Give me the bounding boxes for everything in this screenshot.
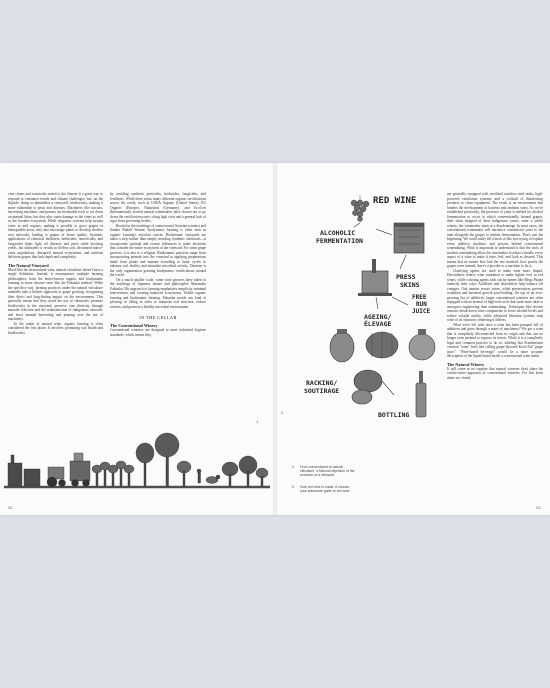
section-heading-natural-vineyard: The Natural Vineyard bbox=[8, 262, 49, 268]
paragraph: It will come as no surprise that natural wineries don't share the cookie-cutter approach of conventional wineries. For this book alone we visited bbox=[447, 366, 543, 380]
book-spread bbox=[0, 163, 550, 515]
step-skins: SKINS bbox=[400, 281, 420, 289]
left-page-column-1 bbox=[8, 192, 103, 428]
step-bottling: BOTTLING bbox=[378, 411, 410, 419]
left-page-column-2 bbox=[110, 192, 206, 428]
paragraph: Clarifying agents are used to make wine more limpid. Deoxidizers reduce wine saturation to make lighter rosé or red wines, while coloring agents with catchy names like Mega Purple intensify their color. Acidifiers and deacidifiers help balance off vintages. Oak tannins rescue wines, while preservatives prevent oxidation and bacterial growth post-bottling. On top of an ever-growing list of additives, larger conventional wineries are often equipped with an arsenal of high-tech tools that seem more akin to aerospace engineering than winemaking. Techniques like reverse osmosis break down wine components to lower alcohol levels and reduce volatile acidity, while advanced filtration systems strip wine of its character, rendering it lifeless. bbox=[447, 268, 543, 322]
caption-2 bbox=[292, 485, 362, 495]
page-number-left: 22 bbox=[8, 505, 13, 510]
fermentation-vat-icon bbox=[394, 223, 424, 253]
racking-barrels-icon bbox=[352, 370, 394, 404]
paragraph: Much like the term natural wine, natural viticulture doesn't have a single definition. Instead, it encompasses multiple farming philosophies, from the better-known organic and biodynamic farming to more obscure ones like the Fukuoka method. While the specifics vary, farming practices under the natural viticulture umbrella take a holistic approach to grape growing, recognizing their direct and long-lasting impact on the environment. This generally means that they avoid the use of chemicals; promote biodiversity in the vineyard; preserve vine diversity through massale selection and the reintroduction of indigenous varietals; and favor manual harvesting and pruning over the use of machinery. bbox=[8, 267, 103, 321]
paragraph: In the realm of natural wine, organic farming is often considered the first phase. It involves promoting soil health and biodiversity bbox=[8, 321, 103, 335]
wine-bottle-icon bbox=[416, 371, 426, 417]
section-heading-natural-winery: The Natural Winery bbox=[447, 361, 485, 367]
step-free: FREE bbox=[412, 294, 427, 301]
vineyard-evolution-illustration bbox=[4, 431, 270, 497]
paragraph: On a much smaller scale, some wine growers have taken to the teachings of Japanese farmer and philosopher Masanobu Fukuoka. His approach to farming emphasizes simplicity, minimal intervention, and creating balanced ecosystems. Unlike organic farming and biodynamic farming, Fukuoka avoids any kind of plowing or tilling in order to maintain soil structure, reduce erosion, and promote a healthy microbial environment. bbox=[110, 277, 206, 309]
paragraph: Conventional wineries are designed to meet industrial hygiene standards, which means they bbox=[110, 328, 206, 337]
step-press: PRESS bbox=[396, 273, 416, 281]
page-number-right: 23 bbox=[536, 505, 541, 510]
step-ageing: AGEING/ bbox=[364, 313, 392, 321]
paragraph: What we're left with once a wine has been pumped full of additives and gone through a maze of machinery? We get a wine that is completely disconnected from its origin and that can no longer even pretend to express its terroir. While it is a completely legal and common practice to do so, labeling this Frankenstein creation "wine" feels like calling grape-flavored Kool-Aid "grape juice." "Wine-based beverage" would be a more accurate description of the liquid found inside a conventional wine bottle. bbox=[447, 322, 543, 358]
caption-2-number: 2. bbox=[292, 485, 295, 489]
caption-1-text: From conventional to natural viticulture, a fictional depiction of the evolution of a vineyard. bbox=[300, 465, 355, 478]
section-heading-conventional-winery: The Conventional Winery bbox=[110, 323, 158, 328]
barrel-icon bbox=[366, 332, 398, 358]
paragraph: vine clones and rootstocks suited to the climate is a great way to respond to consumer trends and climate challenges, but, on the flipside, doing so diminishes a vineyard's biodiversity, making it more vulnerable to pests and diseases. Machinery like tractors, harvesting machines, and pruners are invaluable tools to cut down on manual labor, but they also cause damage to the vines as well as the broader ecosystem. While irrigation systems help sustain vines in arid regions, making it possible to grow grapes in inhospitable areas, they also encourage plants to develop shallow root networks, leading to grapes of lesser quality. Systemic applications of chemical fertilizers, herbicides, insecticides, and fungicides helps fight off diseases and pests while boosting yields, but ultimately it results in lifeless soil, decimated native-yeast populations, disrupted natural ecosystems, and uniform deficient grapes that lack depth and complexity. bbox=[8, 192, 103, 259]
figure-marker-1: 1 bbox=[256, 419, 259, 424]
demijohn-icon bbox=[409, 329, 435, 360]
figure-marker-2: 2 bbox=[281, 410, 284, 415]
step-racking: RACKING/ bbox=[306, 379, 338, 387]
step-juice: JUICE bbox=[412, 308, 431, 315]
book-gutter bbox=[273, 163, 277, 515]
step-fermentation: FERMENTATION bbox=[316, 237, 363, 245]
paragraph: are generally equipped with sterilized stainless steel tanks, high-powered ventilation systems, and a cocktail of disinfecting products to clean equipment. The result is an environment that hinders the development of bacteria and ambient yeast. As we've established previously, the presence of yeast is needed for alcohol fermentation to occur, to which conventionally farmed grapes, their skins stripped of their indigenous yeasts, enter a sterile winery; the winemaker starts at a disadvantage. In most cases, the conventional winemaker will introduce commercial yeast to the tank alongside the grapes to initiate fermentation. That's just the beginning: We could easily fill a book of this size trying to explain every additive, machine, and process behind conventional winemaking. What is important to understand is that the tools of modern winemaking allow the winemaker to adjust virtually every aspect of a wine to make it taste, feel, and look as desired. This means that no matter how bad the raw material, how poorly the grapes were farmed, there's a powder or a machine to fix it. bbox=[447, 192, 543, 268]
paragraph: Rooted in the teachings of controversial Austrian scientist and thinker Rudolf Steiner, biodynamic farming is often seen as organic farming's mystical cousin. Biodynamic vineyards are taken a step further than simply avoiding synthetic chemicals—it incorporates spiritual and cosmic influences to make decisions that consider the entire ecosystem of the vineyard. For some grape growers, it is also to a religion. Biodynamic practices range from incorporating animals into the vineyard to applying preparations made from plants and manure according to lunar cycles to enhance soil fertility and stimulate microbial activity. Demeter is the only organization granting biodynamic certifications around the world. bbox=[110, 223, 206, 277]
right-page-column bbox=[447, 192, 543, 502]
diagram-title: RED WINE bbox=[373, 196, 417, 206]
red-wine-process-diagram bbox=[296, 185, 446, 429]
caption-1-number: 1. bbox=[292, 465, 295, 469]
caption-2-text: How red wine is made: A choose-your-adventure guide to red wine bbox=[300, 485, 351, 494]
step-alcoholic: ALCOHOLIC bbox=[320, 229, 356, 237]
paragraph: by avoiding synthetic pesticides, herbicides, fungicides, and fertilizers. While there exists many different organic certifications across the world, such as USDA Organic (United States), EU Organic (Europe), Naturland (Germany), and EcoCert (International), several natural winemakers have chosen not to go down the certification route, citing high costs and a general lack of rigor from governing bodies. bbox=[110, 192, 206, 223]
step-elevage: ÉLEVAGE bbox=[364, 320, 392, 328]
section-heading-in-the-cellar: IN THE CELLAR bbox=[139, 315, 177, 320]
amphora-icon bbox=[330, 329, 354, 362]
caption-1 bbox=[292, 465, 362, 479]
step-soutirage: SOUTIRAGE bbox=[304, 387, 340, 395]
grape-bunch-icon bbox=[351, 195, 369, 222]
step-run: RUN bbox=[416, 301, 427, 308]
wine-press-icon bbox=[358, 259, 392, 296]
